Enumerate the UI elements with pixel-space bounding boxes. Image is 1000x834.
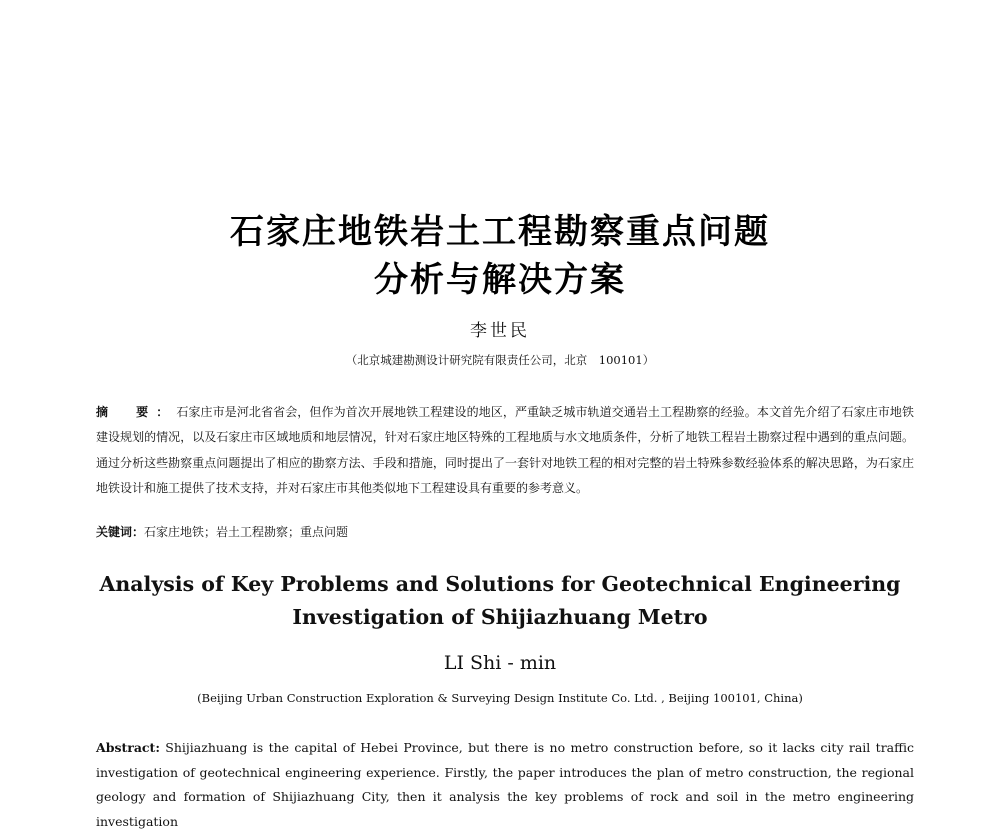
chinese-affiliation: （北京城建勘测设计研究院有限责任公司，北京 100101）: [345, 353, 655, 367]
chinese-title-line-1: 石家庄地铁岩土工程勘察重点问题: [230, 212, 770, 252]
chinese-keywords-text: 石家庄地铁；岩土工程勘察；重点问题: [144, 525, 349, 539]
english-abstract-text: Shijiazhuang is the capital of Hebei Province, but there is no metro construction before, so it lacks city rail traffic investigation of geotechnical engineering experience. Firstly, the paper introduces the plan of metro construction, the regional geology and formation of Shijiazhuang City, then it analysis the key problems of rock and soil in the metro engineering investigation: [96, 740, 914, 829]
english-abstract: [96, 736, 914, 834]
chinese-title-line-2: 分析与解决方案: [374, 260, 626, 300]
chinese-abstract: [96, 400, 914, 502]
chinese-abstract-text: 石家庄市是河北省省会，但作为首次开展地铁工程建设的地区，严重缺乏城市轨道交通岩土工程勘察的经验。本文首先介绍了石家庄市地铁建设规划的情况，以及石家庄市区域地质和地层情况，针对石家庄地区特殊的工程地质与水文地质条件，分析了地铁工程岩土勘察过程中遇到的重点问题。通过分析这些勘察重点问题提出了相应的勘察方法、手段和措施，同时提出了一套针对地铁工程的相对完整的岩土特殊参数经验体系的解决思路，为石家庄地铁设计和施工提供了技术支持，并对石家庄市其他类似地下工程建设具有重要的参考意义。: [96, 405, 914, 496]
chinese-keywords-label: 关键词：: [96, 525, 145, 539]
english-affiliation: (Beijing Urban Construction Exploration & Surveying Design Institute Co. Ltd. , Beijing 100101, China): [197, 691, 803, 705]
chinese-author: 李世民: [470, 321, 530, 341]
english-title-line-1: Analysis of Key Problems and Solutions for Geotechnical Engineering: [99, 572, 901, 596]
chinese-keywords: [96, 522, 914, 542]
chinese-abstract-label: 摘 要：: [96, 405, 177, 419]
english-title-line-2: Investigation of Shijiazhuang Metro: [292, 605, 708, 629]
english-author: LI Shi - min: [443, 652, 557, 674]
english-abstract-label: Abstract:: [96, 740, 160, 755]
